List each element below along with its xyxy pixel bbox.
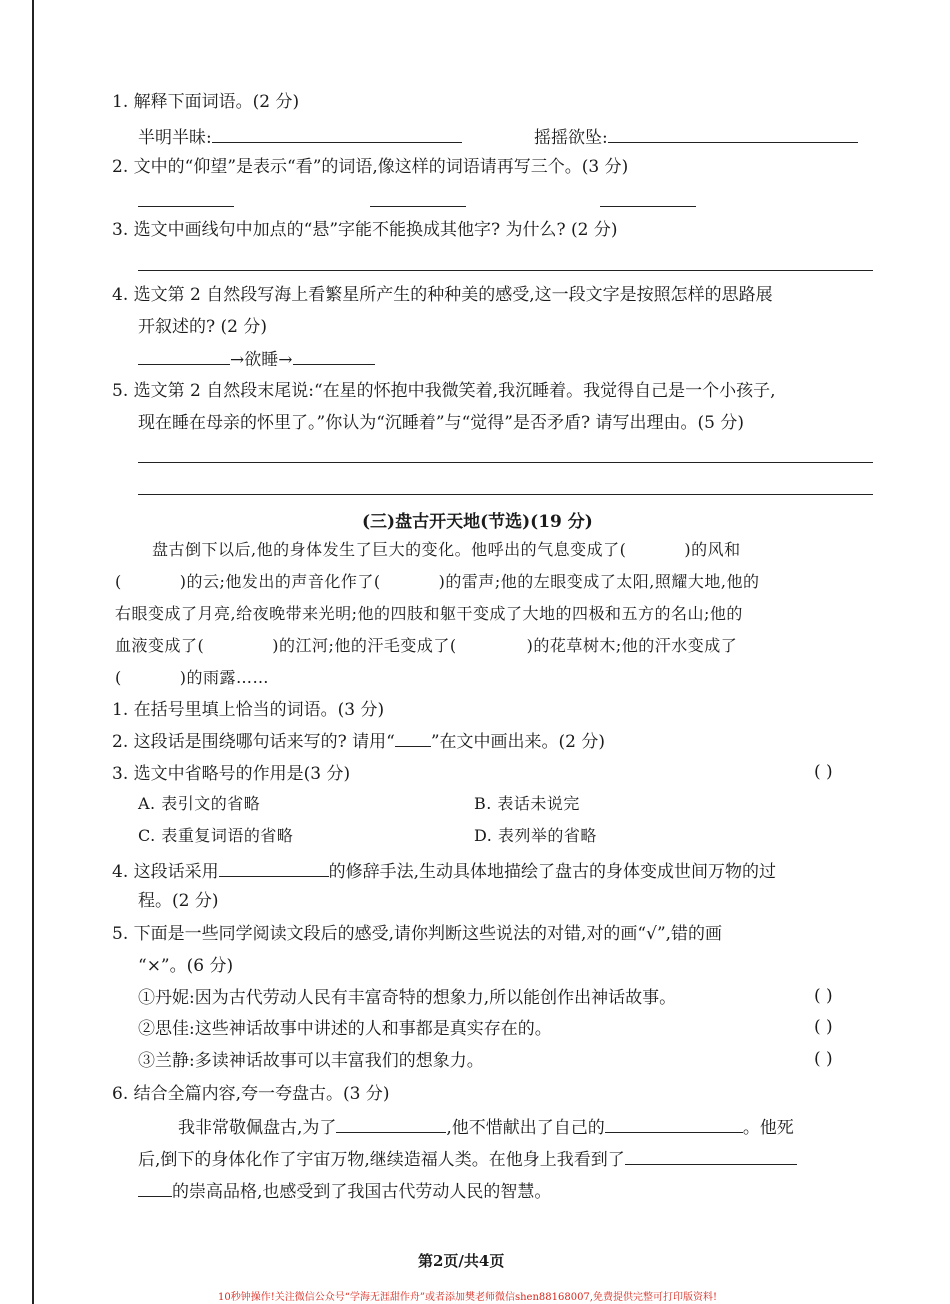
s2-q1-term2 xyxy=(534,124,858,150)
s3-q3-option-c[interactable]: C. 表重复词语的省略 xyxy=(138,826,294,845)
s2-q5-answer-line-1[interactable] xyxy=(138,462,873,463)
passage-l4b: )的江河;他的汗毛变成了( xyxy=(272,636,457,655)
s3-q2 xyxy=(112,730,605,754)
passage-l2c: )的雷声;他的左眼变成了太阳,照耀大地,他的 xyxy=(438,572,760,591)
s2-q2-blank-2[interactable] xyxy=(370,206,466,207)
s3-q3-label: 3. 选文中省略号的作用是(3 分) xyxy=(112,764,351,784)
s3-q6-l3b: 的崇高品格,也感受到了我国古代劳动人民的智慧。 xyxy=(172,1182,552,1202)
s3-q6-blank-3[interactable] xyxy=(625,1146,797,1165)
s3-q6-l1b: ,他不惜献出了自己的 xyxy=(446,1118,605,1138)
s3-q6-line2 xyxy=(138,1146,797,1172)
passage-l2b: )的云;他发出的声音化作了( xyxy=(179,572,381,591)
s2-q1-term1 xyxy=(138,124,462,150)
s2-q3-answer-line[interactable] xyxy=(138,270,873,271)
s3-q6-line1 xyxy=(178,1114,794,1140)
s2-q5-line2: 现在睡在母亲的怀里了。”你认为“沉睡着”与“觉得”是否矛盾? 请写出理由。(5 分) xyxy=(138,413,744,433)
binding-line xyxy=(32,0,34,1304)
s3-q6-blank-2[interactable] xyxy=(605,1114,743,1133)
s2-q1-term1-label: 半明半昧: xyxy=(138,128,212,148)
s3-q4-line2: 程。(2 分) xyxy=(138,891,219,911)
passage-l4a: 血液变成了( xyxy=(115,636,205,655)
s2-q2-blank-1[interactable] xyxy=(138,206,234,207)
s3-q5-item-3-paren[interactable]: ( ) xyxy=(814,1049,833,1069)
s3-q2-underline-sample xyxy=(395,732,431,747)
passage-line-2 xyxy=(115,566,759,598)
passage-line-1 xyxy=(152,534,741,566)
s2-q2-blank-3[interactable] xyxy=(600,206,696,207)
s3-q4a: 4. 这段话采用 xyxy=(112,862,219,882)
passage-l5b: )的雨露…… xyxy=(179,668,269,687)
passage-l1b: )的风和 xyxy=(684,540,741,559)
s3-q5-item-1: ①丹妮:因为古代劳动人民有丰富奇特的想象力,所以能创作出神话故事。 xyxy=(138,988,677,1008)
s3-q6-line3 xyxy=(138,1178,551,1204)
s3-q6-blank-4[interactable] xyxy=(138,1178,172,1197)
s3-q5-item-3: ③兰静:多读神话故事可以丰富我们的想象力。 xyxy=(138,1051,484,1071)
s2-q1-label: 1. 解释下面词语。(2 分) xyxy=(112,92,300,112)
passage-l5a: ( xyxy=(115,668,122,687)
s2-q4-middle: →欲睡→ xyxy=(230,350,293,370)
s2-q4-line1: 4. 选文第 2 自然段写海上看繁星所产生的种种美的感受,这一段文字是按照怎样的思路展 xyxy=(112,285,773,305)
s3-title: (三)盘古开天地(节选)(19 分) xyxy=(362,512,593,532)
s3-q5-item-2-paren[interactable]: ( ) xyxy=(814,1017,833,1037)
s3-q3-answer-paren[interactable]: ( ) xyxy=(814,762,833,782)
s3-q5-line1: 5. 下面是一些同学阅读文段后的感受,请你判断这些说法的对错,对的画“√”,错的画 xyxy=(112,924,723,944)
passage-line-4 xyxy=(115,630,737,662)
passage-l2a: ( xyxy=(115,572,122,591)
watermark-notice: 10秒钟操作!关注微信公众号“学海无涯甜作舟”或者添加樊老师微信shen88168007,免费提供完整可打印版资料! xyxy=(218,1292,717,1303)
s3-q6-label: 6. 结合全篇内容,夸一夸盘古。(3 分) xyxy=(112,1084,390,1104)
passage-line-5 xyxy=(115,662,269,694)
s2-q4-flow xyxy=(138,346,375,372)
s2-q4-blank-2[interactable] xyxy=(293,346,375,365)
passage-line-3: 右眼变成了月亮,给夜晚带来光明;他的四肢和躯干变成了大地的四极和五方的名山;他的 xyxy=(115,604,743,623)
s3-q6-l2a: 后,倒下的身体化作了宇宙万物,继续造福人类。在他身上我看到了 xyxy=(138,1150,625,1170)
s3-q4b: 的修辞手法,生动具体地描绘了盘古的身体变成世间万物的过 xyxy=(328,862,777,882)
s3-q1-label: 1. 在括号里填上恰当的词语。(3 分) xyxy=(112,700,385,720)
s3-q2a: 2. 这段话是围绕哪句话来写的? 请用“ xyxy=(112,732,395,752)
s3-q3-option-b[interactable]: B. 表话未说完 xyxy=(474,794,580,813)
passage-l4c: )的花草树木;他的汗水变成了 xyxy=(526,636,738,655)
s2-q2-label: 2. 文中的“仰望”是表示“看”的词语,像这样的词语请再写三个。(3 分) xyxy=(112,157,629,177)
s3-q5-item-2: ②思佳:这些神话故事中讲述的人和事都是真实存在的。 xyxy=(138,1019,552,1039)
s3-q5-line2: “×”。(6 分) xyxy=(138,956,234,976)
s2-q3-label: 3. 选文中画线句中加点的“悬”字能不能换成其他字? 为什么? (2 分) xyxy=(112,220,618,240)
s3-q6-l1c: 。他死 xyxy=(742,1118,794,1138)
s3-q3-option-a[interactable]: A. 表引文的省略 xyxy=(138,794,261,813)
s2-q4-blank-1[interactable] xyxy=(138,346,230,365)
s2-q5-line1: 5. 选文第 2 自然段末尾说:“在星的怀抱中我微笑着,我沉睡着。我觉得自己是一个小孩子, xyxy=(112,381,776,401)
s2-q1-term2-label: 摇摇欲坠: xyxy=(534,128,608,148)
page-number: 第2页/共4页 xyxy=(418,1252,505,1270)
s3-q5-item-1-paren[interactable]: ( ) xyxy=(814,986,833,1006)
s2-q5-answer-line-2[interactable] xyxy=(138,494,873,495)
s3-q4-line1 xyxy=(112,858,776,884)
s2-q4-line2: 开叙述的? (2 分) xyxy=(138,317,268,337)
s3-q6-l1a: 我非常敬佩盘古,为了 xyxy=(178,1118,337,1138)
s3-q3-option-d[interactable]: D. 表列举的省略 xyxy=(474,826,597,845)
s3-q2b: ”在文中画出来。(2 分) xyxy=(430,732,606,752)
s2-q1-term1-blank[interactable] xyxy=(212,124,462,143)
s2-q1-term2-blank[interactable] xyxy=(608,124,858,143)
s3-q6-blank-1[interactable] xyxy=(336,1114,446,1133)
s3-q4-blank[interactable] xyxy=(219,858,329,877)
passage-l1a: 盘古倒下以后,他的身体发生了巨大的变化。他呼出的气息变成了( xyxy=(152,540,627,559)
